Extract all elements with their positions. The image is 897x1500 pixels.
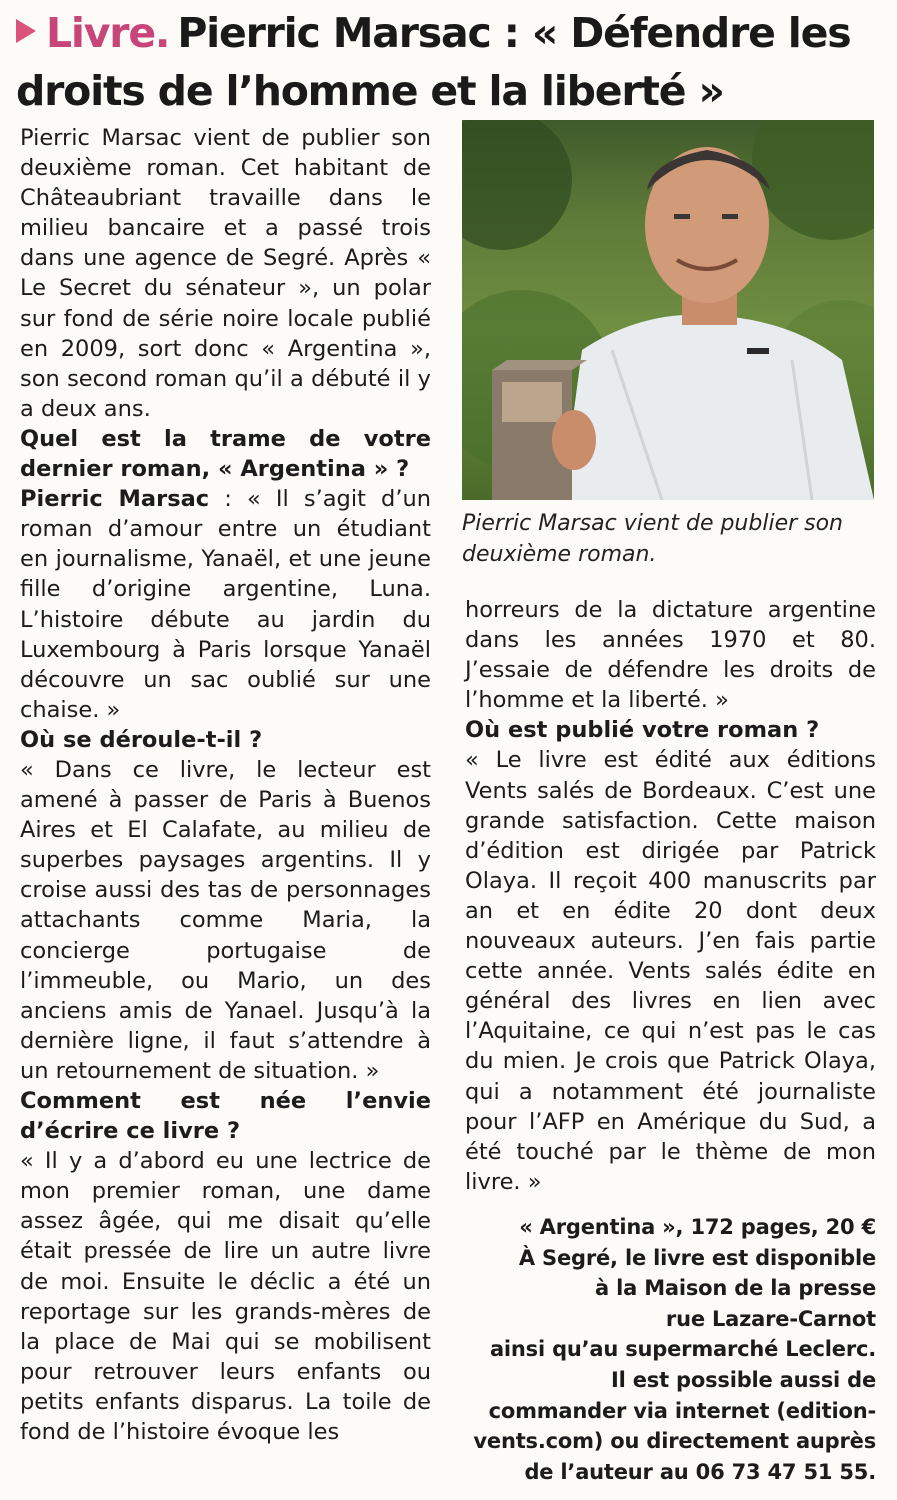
info-line: de l’auteur au 06 73 47 51 55. [524, 1459, 876, 1484]
book-info-box [465, 1212, 876, 1487]
author-photo [462, 120, 874, 500]
answer-2: « Dans ce livre, le lecteur est amené à passer de Paris à Buenos Aires et El Calafate, au milieu de superbes paysages argentins. Il y croise aussi des tas de personnages attachants comme Maria, la concierge portugaise de l’immeuble, ou Mario, un des anciens amis de Yanael. Jusqu’à la dernière ligne, il faut s’attendre à un retournement de situation. » [20, 756, 431, 1084]
question-2: Où se déroule-t-il ? [20, 726, 263, 753]
answer-3-continued: horreurs de la dictature argentine dans les années 1970 et 80. J’essaie de défendre les droits de l’homme et la liberté. » [465, 597, 876, 714]
question-3: Comment est née l’envie d’écrire ce livre ? [20, 1088, 431, 1145]
article-headline [16, 4, 886, 120]
author-photo-illustration [462, 120, 874, 500]
right-column [465, 595, 876, 1197]
triangle-bullet-icon [16, 19, 36, 43]
answer-4: « Le livre est édité aux éditions Vents salés de Bordeaux. C’est une grande satisfaction. Cette maison d’édition est dirigée par Patrick Olaya. Il reçoit 400 manuscrits par an et en édite 20 dont deux nouveaux auteurs. J’en fais partie cette année. Vents salés édite en général des livres en lien avec l’Aquitaine, ce qui n’est pas le cas du mien. Je crois que Patrick Olaya, qui a notamment été journaliste pour l’AFP en Amérique du Sud, a été touché par le thème de mon livre. » [465, 747, 876, 1195]
info-line: À Segré, le livre est disponible [518, 1245, 876, 1270]
answer-1 [20, 484, 431, 725]
left-column [20, 123, 431, 1447]
info-line: commander via internet (edition- [488, 1398, 876, 1423]
info-line: ainsi qu’au supermarché Leclerc. [489, 1337, 876, 1362]
headline-title: Pierric Marsac : « Défendre les droits de l’homme et la liberté » [16, 9, 851, 115]
photo-caption: Pierric Marsac vient de publier son deuxième roman. [462, 511, 844, 567]
info-line: à la Maison de la presse [595, 1276, 876, 1301]
answer-1-text: : « Il s’agit d’un roman d’amour entre un étudiant en journalisme, Yanaël, et une jeune fille d’origine argentine, Luna. L’histoire débute au jardin du Luxembourg à Paris lorsque Yanaël découvre un sac oublié sur une chaise. » [20, 486, 431, 723]
info-line: Il est possible aussi de [611, 1367, 876, 1392]
answer-1-speaker: Pierric Marsac [20, 486, 210, 513]
headline-kicker: Livre. [46, 9, 170, 57]
question-1: Quel est la trame de votre dernier roman, « Argentina » ? [20, 425, 431, 483]
info-line: « Argentina », 172 pages, 20 € [519, 1215, 876, 1239]
info-line: rue Lazare-Carnot [665, 1306, 876, 1331]
info-line: vents.com) ou directement auprès [473, 1429, 876, 1454]
answer-3: « Il y a d’abord eu une lectrice de mon premier roman, une dame assez âgée, qui me disait qu’elle était pressée de lire un autre livre de moi. Ensuite le déclic a été un reportage sur les grands-mères de la place de Mai qui se mobilisent pour retrouver leurs enfants ou petits enfants disparus. La toile de fond de l’histoire évoque les [20, 1148, 431, 1446]
intro-paragraph: Pierric Marsac vient de publier son deuxième roman. Cet habitant de Châteaubriant travaille dans le milieu bancaire et a passé trois dans une agence de Segré. Après « Le Secret du sénateur », un polar sur fond de série noire locale publié en 2009, sort donc « Argentina », son second roman qu’il a débuté il y a deux ans. [20, 125, 431, 422]
question-4: Où est publié votre roman ? [465, 717, 820, 744]
